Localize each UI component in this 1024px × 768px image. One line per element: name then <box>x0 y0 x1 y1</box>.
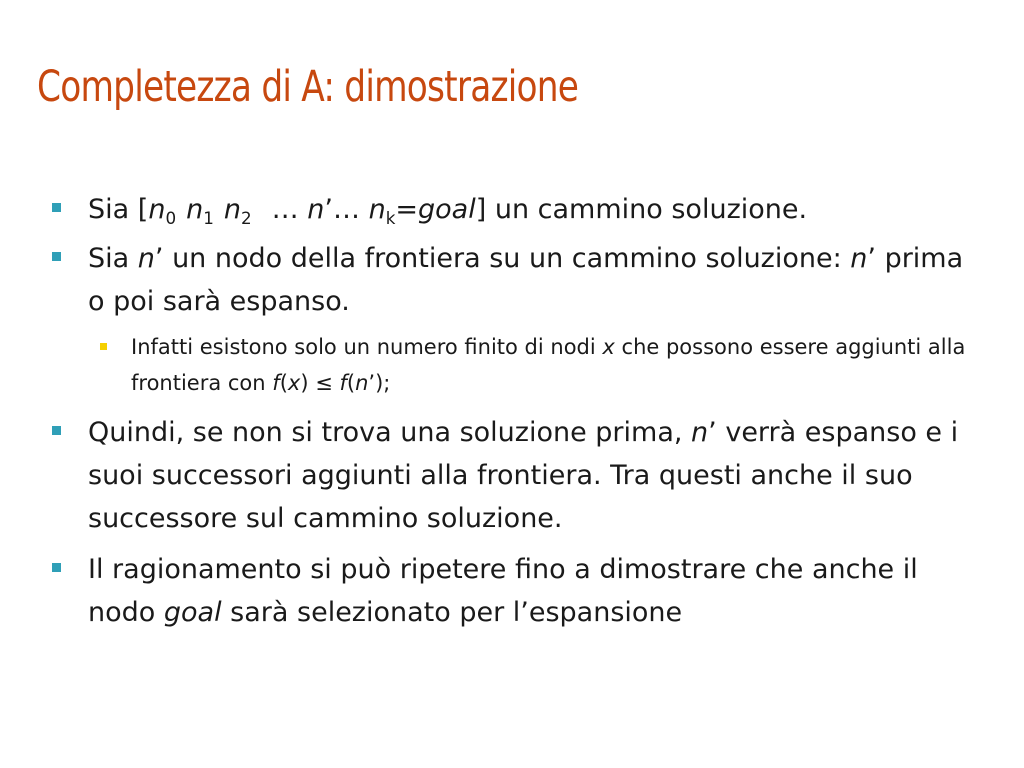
math-var: f <box>272 371 280 395</box>
math-var: n <box>223 194 241 225</box>
math-var: n <box>368 194 386 225</box>
text-run: sarà selezionato per l’espansione <box>221 597 683 628</box>
square-bullet-icon <box>52 426 61 435</box>
math-var: n <box>850 243 868 274</box>
slide-content <box>48 188 988 640</box>
text-run: ( <box>346 371 356 395</box>
text-run: Sia <box>88 243 138 274</box>
bullet-item-4 <box>48 548 988 634</box>
math-var: x <box>602 335 615 359</box>
bullet-item-3 <box>48 411 988 540</box>
math-var: n <box>186 194 204 225</box>
math-var: x <box>287 371 301 395</box>
text-run: ) ≤ <box>300 371 340 395</box>
subscript: k <box>385 207 396 228</box>
bullet-item-2 <box>48 237 988 323</box>
ellipsis: … <box>271 194 299 225</box>
text-run: Quindi, se non si trova una soluzione prima, <box>88 417 692 448</box>
text-run: Infatti esistono solo un numero finito di nodi <box>131 335 603 359</box>
subscript: 0 <box>165 207 177 228</box>
square-bullet-icon <box>100 343 107 350</box>
text-run: ’); <box>368 371 391 395</box>
math-var: n <box>148 194 166 225</box>
text-run: ] un cammino soluzione. <box>475 194 808 225</box>
square-bullet-icon <box>52 252 61 261</box>
bullet-item-1 <box>48 188 988 231</box>
math-var: n <box>691 417 709 448</box>
subscript: 1 <box>203 207 214 228</box>
text-run: ’ un nodo della frontiera su un cammino soluzione: <box>154 243 851 274</box>
text-run: che possono essere aggiunti alla frontiera con <box>131 335 966 395</box>
text-run: ’ prima o poi sarà espanso. <box>88 243 964 317</box>
equals-sign: = <box>395 194 419 225</box>
slide-title: Completezza di A: dimostrazione <box>37 62 579 112</box>
math-var: n <box>137 243 155 274</box>
text-run: Il ragionamento si può ripetere fino a dimostrare che anche il nodo <box>88 554 918 628</box>
text-run: ’ verrà espanso e i suoi successori aggiunti alla frontiera. Tra questi anche il suo successore sul cammino soluzione. <box>88 417 959 534</box>
math-var: n <box>355 371 369 395</box>
math-var: n <box>307 194 325 225</box>
square-bullet-icon <box>52 203 61 212</box>
math-var: goal <box>163 597 222 628</box>
ellipsis: ’… <box>324 194 360 225</box>
math-var: f <box>339 371 347 395</box>
math-var: goal <box>418 194 476 225</box>
square-bullet-icon <box>52 563 61 572</box>
subscript: 2 <box>241 207 252 228</box>
text-run: Sia [ <box>88 194 149 225</box>
sub-bullet-item <box>48 329 988 401</box>
text-run: ( <box>279 371 288 395</box>
